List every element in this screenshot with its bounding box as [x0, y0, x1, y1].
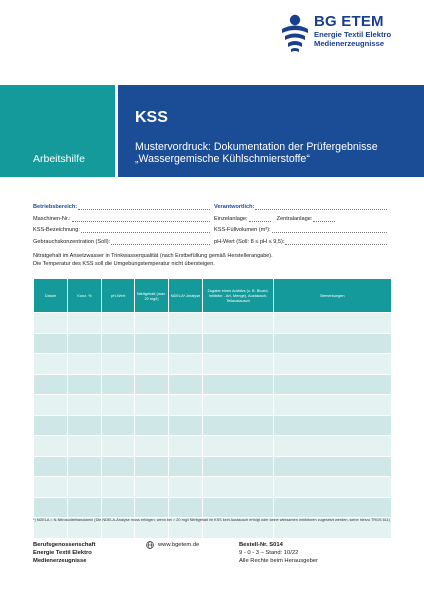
form-row-2: [33, 210, 391, 221]
table-cell[interactable]: [274, 333, 392, 354]
table-cell[interactable]: [68, 395, 102, 416]
table-cell[interactable]: [68, 436, 102, 457]
form-row-4: [33, 233, 391, 244]
column-header-nitritgehalt: Nitritgehalt (max. 20 mg/l): [135, 279, 169, 313]
table-row: [34, 374, 392, 395]
order-number: Bestell-Nr. S014: [239, 542, 283, 548]
footer-organization: [33, 541, 96, 565]
table-cell[interactable]: [274, 313, 392, 334]
website-link[interactable]: www.bgetem.de: [158, 542, 200, 548]
table-cell[interactable]: [274, 415, 392, 436]
einzelanlage-label: Einzelanlage:: [214, 215, 248, 222]
table-cell[interactable]: [169, 354, 203, 375]
table-row: [34, 415, 392, 436]
table-cell[interactable]: [203, 374, 274, 395]
table-cell[interactable]: [169, 477, 203, 498]
results-table: [33, 278, 392, 539]
table-cell[interactable]: [203, 415, 274, 436]
document-title: [135, 141, 378, 165]
kss-fuellvolumen-label: KSS-Füllvolumen (m³):: [214, 227, 271, 234]
table-cell[interactable]: [102, 333, 135, 354]
betriebsbereich-label: Betriebsbereich:: [33, 204, 78, 211]
table-cell[interactable]: [135, 374, 169, 395]
table-cell[interactable]: [169, 313, 203, 334]
table-cell[interactable]: [34, 415, 68, 436]
table-cell[interactable]: [203, 354, 274, 375]
table-cell[interactable]: [135, 477, 169, 498]
table-cell[interactable]: [102, 477, 135, 498]
footer-org-line-2: Energie Textil Elektro: [33, 550, 92, 556]
table-cell[interactable]: [203, 395, 274, 416]
column-header-ndela: NDELA*-Analyse: [169, 279, 203, 313]
document-title-line-2: „Wassergemische Kühlschmierstoffe“: [135, 153, 310, 165]
table-cell[interactable]: [135, 395, 169, 416]
table-cell[interactable]: [203, 333, 274, 354]
rights-info: Alle Rechte beim Herausgeber: [239, 558, 318, 564]
table-row: [34, 395, 392, 416]
table-cell[interactable]: [34, 333, 68, 354]
instruction-note-line-2: Die Temperatur des KSS soll die Umgebungstemperatur nicht übersteigen.: [33, 260, 215, 267]
table-cell[interactable]: [274, 456, 392, 477]
table-header-row: [34, 279, 392, 313]
document-title-line-1: Mustervordruck: Dokumentation der Prüfergebnisse: [135, 141, 378, 153]
table-cell[interactable]: [68, 354, 102, 375]
table-cell[interactable]: [102, 313, 135, 334]
table-cell[interactable]: [34, 456, 68, 477]
table-cell[interactable]: [68, 456, 102, 477]
table-cell[interactable]: [169, 395, 203, 416]
footer-order-info: [239, 541, 318, 565]
table-cell[interactable]: [169, 456, 203, 477]
table-cell[interactable]: [102, 497, 135, 518]
zentralanlage-field[interactable]: [313, 216, 335, 222]
category-label: Arbeitshilfe: [33, 153, 85, 165]
table-cell[interactable]: [34, 374, 68, 395]
globe-icon: [146, 541, 154, 549]
table-cell[interactable]: [135, 497, 169, 518]
table-cell[interactable]: [274, 497, 392, 518]
table-cell[interactable]: [203, 313, 274, 334]
table-cell[interactable]: [68, 374, 102, 395]
maschinen-nr-field[interactable]: [72, 216, 210, 222]
column-header-bemerkungen: Bemerkungen: [274, 279, 392, 313]
table-row: [34, 333, 392, 354]
brand-subline-2: Medienerzeugnisse: [314, 39, 385, 48]
table-cell[interactable]: [135, 313, 169, 334]
table-cell[interactable]: [102, 354, 135, 375]
table-cell[interactable]: [68, 313, 102, 334]
edition-info: 9 - 0 - 3 – Stand: 10/22: [239, 550, 299, 556]
table-cell[interactable]: [135, 333, 169, 354]
table-cell[interactable]: [169, 415, 203, 436]
betriebsbereich-field[interactable]: [78, 204, 210, 210]
table-cell[interactable]: [34, 436, 68, 457]
table-cell[interactable]: [203, 497, 274, 518]
table-cell[interactable]: [135, 456, 169, 477]
maschinen-nr-label: Maschinen-Nr.:: [33, 215, 71, 222]
table-cell[interactable]: [102, 436, 135, 457]
instruction-note: [33, 253, 391, 268]
table-cell[interactable]: [102, 374, 135, 395]
page-footer: [33, 541, 391, 571]
table-cell[interactable]: [102, 456, 135, 477]
table-cell[interactable]: [203, 477, 274, 498]
kss-bezeichnung-field[interactable]: [81, 227, 210, 233]
column-header-zugabe: Zugabe eines Additivs (z. B. Biozid, Inhibitor - Art, Menge), Austausch, Teilaustausch: [203, 279, 274, 313]
table-cell[interactable]: [34, 497, 68, 518]
title-panel: [118, 85, 424, 177]
table-cell[interactable]: [68, 477, 102, 498]
table-cell[interactable]: [274, 436, 392, 457]
table-cell[interactable]: [68, 333, 102, 354]
footer-website[interactable]: [146, 541, 199, 549]
ph-wert-label: pH-Wert (Soll: 8 ≤ pH ≤ 9,5):: [214, 238, 285, 245]
table-row: [34, 436, 392, 457]
table-cell[interactable]: [34, 395, 68, 416]
header-form: [33, 199, 391, 245]
table-cell[interactable]: [203, 456, 274, 477]
kss-fuellvolumen-field[interactable]: [272, 227, 387, 233]
table-cell[interactable]: [135, 415, 169, 436]
table-row: [34, 477, 392, 498]
ph-wert-field[interactable]: [285, 239, 387, 245]
table-cell[interactable]: [68, 415, 102, 436]
gebrauchskonzentration-field[interactable]: [111, 239, 210, 245]
table-cell[interactable]: [102, 415, 135, 436]
table-cell[interactable]: [274, 374, 392, 395]
verantwortlich-field[interactable]: [255, 204, 387, 210]
table-cell[interactable]: [34, 477, 68, 498]
table-cell[interactable]: [274, 354, 392, 375]
verantwortlich-label: Verantwortlich:: [214, 204, 255, 211]
kss-bezeichnung-label: KSS-Bezeichnung:: [33, 227, 80, 234]
gebrauchskonzentration-label: Gebrauchskonzentration (Soll):: [33, 238, 111, 245]
instruction-note-line-1: Nitratgehalt im Ansetzwasser in Trinkwasserqualität (nach Erstbefüllung gemäß Herstellerangabe).: [33, 253, 273, 259]
table-cell[interactable]: [68, 497, 102, 518]
document-code: KSS: [135, 109, 168, 126]
table-cell[interactable]: [34, 354, 68, 375]
table-cell[interactable]: [169, 497, 203, 518]
ndela-footnote: *) NDELA = N-Nitrosodiethanolamin (Die NDELA-Analyse muss erfolgen, wenn bei > 20 mg/l Nitritgehalt im KSS kein Austausch erfolgt oder keine wirksamen Inhibitoren zugesetzt werden, siehe hierzu TRGS 611): [33, 518, 390, 522]
table-cell[interactable]: [274, 395, 392, 416]
table-cell[interactable]: [135, 436, 169, 457]
table-cell[interactable]: [135, 354, 169, 375]
column-header-ph-wert: pH-Wert: [102, 279, 135, 313]
table-body: [34, 313, 392, 539]
column-header-konz: Konz. %: [68, 279, 102, 313]
table-cell[interactable]: [102, 395, 135, 416]
form-row-1: [33, 199, 391, 210]
footer-org-line-3: Medienerzeugnisse: [33, 558, 87, 564]
einzelanlage-field[interactable]: [249, 216, 271, 222]
table-row: [34, 456, 392, 477]
table-cell[interactable]: [274, 477, 392, 498]
table-row: [34, 497, 392, 518]
brand-name: BG ETEM: [314, 13, 384, 30]
table-cell[interactable]: [169, 436, 203, 457]
column-header-datum: Datum: [34, 279, 68, 313]
category-panel: [0, 85, 118, 177]
table-row: [34, 313, 392, 334]
table-cell[interactable]: [34, 313, 68, 334]
table-cell[interactable]: [169, 374, 203, 395]
title-banner: [0, 85, 424, 177]
form-row-3: [33, 222, 391, 233]
table-cell[interactable]: [169, 333, 203, 354]
table-row: [34, 354, 392, 375]
bg-etem-logo: [280, 14, 391, 54]
bg-etem-logo-mark-icon: [280, 14, 310, 54]
footer-org-line-1: Berufsgenossenschaft: [33, 542, 96, 548]
brand-subline-1: Energie Textil Elektro: [314, 30, 392, 39]
zentralanlage-label: Zentralanlage:: [276, 215, 313, 222]
table-cell[interactable]: [203, 436, 274, 457]
